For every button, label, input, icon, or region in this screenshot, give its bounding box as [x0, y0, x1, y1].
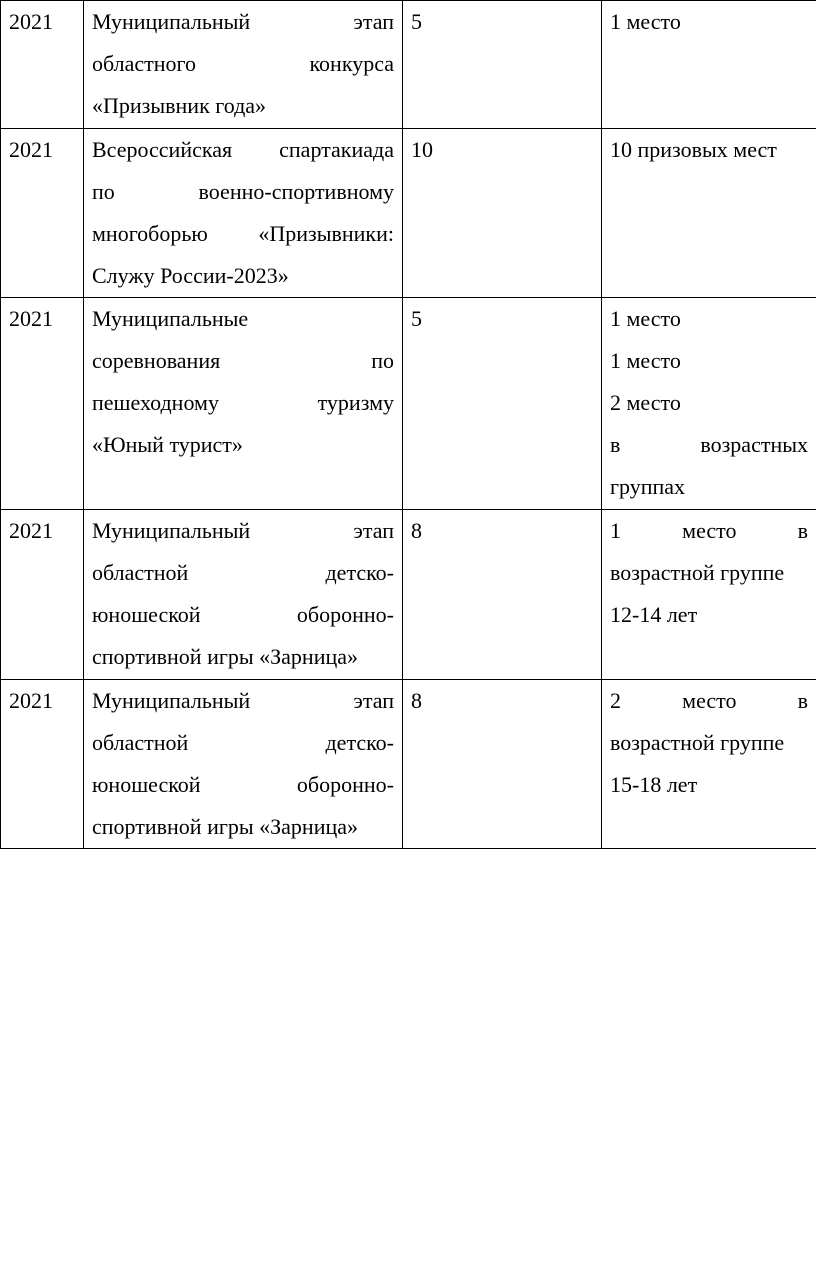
result-line: возрастной группе	[610, 560, 785, 585]
year-value: 2021	[9, 518, 53, 543]
year-cell	[1, 129, 84, 298]
event-line: Муниципальные	[92, 306, 249, 331]
result-line: 10 призовых мест	[610, 137, 777, 162]
result-cell	[602, 129, 816, 298]
result-line: 1 место в	[610, 518, 808, 543]
event-cell	[84, 510, 403, 680]
year-cell	[1, 1, 84, 129]
count-cell	[403, 129, 602, 298]
count-value: 5	[411, 9, 422, 34]
year-value: 2021	[9, 688, 53, 713]
event-cell	[84, 129, 403, 298]
result-cell	[602, 298, 816, 510]
event-line: спортивной игры «Зарница»	[92, 644, 359, 669]
result-line: 1 место	[610, 9, 681, 34]
count-value: 8	[411, 688, 422, 713]
year-cell	[1, 298, 84, 510]
event-line: областной детско-	[92, 560, 394, 585]
event-cell	[84, 298, 403, 510]
year-cell	[1, 680, 84, 849]
count-cell	[403, 1, 602, 129]
event-line: по военно-спортивному	[92, 179, 394, 204]
event-line: Служу России-2023»	[92, 263, 289, 288]
event-line: спортивной игры «Зарница»	[92, 814, 359, 839]
result-line: 1 место	[610, 306, 681, 331]
result-line: 15-18 лет	[610, 772, 698, 797]
result-line: 12-14 лет	[610, 602, 698, 627]
event-cell	[84, 1, 403, 129]
table-row	[1, 129, 816, 298]
count-value: 8	[411, 518, 422, 543]
year-value: 2021	[9, 137, 53, 162]
result-cell	[602, 680, 816, 849]
event-cell	[84, 680, 403, 849]
count-value: 10	[411, 137, 433, 162]
result-line: группах	[610, 474, 686, 499]
event-line: Всероссийская спартакиада	[92, 137, 394, 162]
event-line: Муниципальный этап	[92, 688, 394, 713]
table-row	[1, 298, 816, 510]
event-line: юношеской оборонно-	[92, 602, 394, 627]
count-cell	[403, 680, 602, 849]
year-value: 2021	[9, 306, 53, 331]
event-line: Муниципальный этап	[92, 518, 394, 543]
result-line: 2 место	[610, 390, 681, 415]
event-line: областной детско-	[92, 730, 394, 755]
table-row	[1, 510, 816, 680]
result-cell	[602, 1, 816, 129]
event-line: юношеской оборонно-	[92, 772, 394, 797]
event-line: многоборью «Призывники:	[92, 221, 394, 246]
result-cell	[602, 510, 816, 680]
event-line: «Юный турист»	[92, 432, 243, 457]
event-line: соревнования по	[92, 348, 394, 373]
event-line: Муниципальный этап	[92, 9, 394, 34]
event-line: областного конкурса	[92, 51, 394, 76]
result-line: 1 место	[610, 348, 681, 373]
event-line: «Призывник года»	[92, 93, 267, 118]
year-value: 2021	[9, 9, 53, 34]
result-line: в возрастных	[610, 432, 808, 457]
count-cell	[403, 510, 602, 680]
count-cell	[403, 298, 602, 510]
year-cell	[1, 510, 84, 680]
result-line: 2 место в	[610, 688, 808, 713]
table-row	[1, 1, 816, 129]
event-line: пешеходному туризму	[92, 390, 394, 415]
count-value: 5	[411, 306, 422, 331]
table-row	[1, 680, 816, 849]
result-line: возрастной группе	[610, 730, 785, 755]
